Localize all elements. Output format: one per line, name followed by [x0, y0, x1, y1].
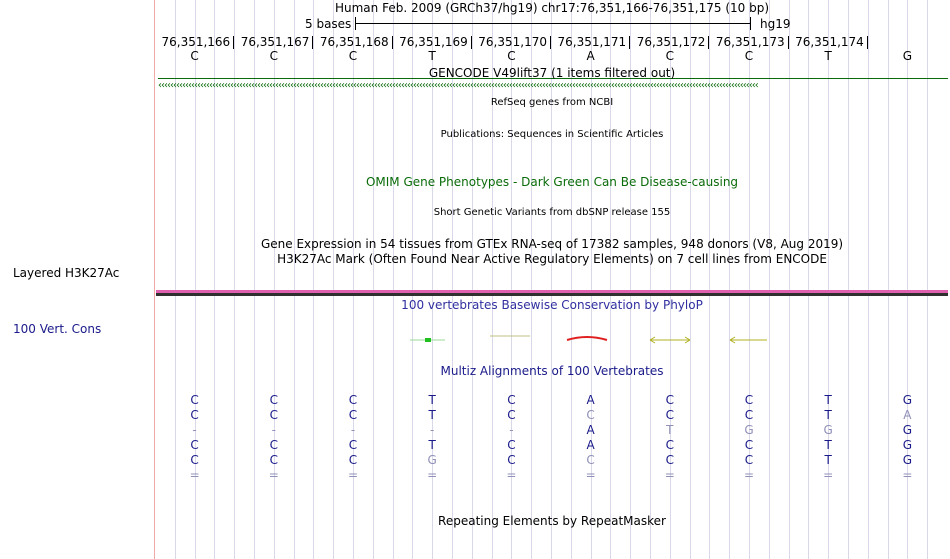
reference-base: C [507, 49, 516, 63]
alignment-base: C [665, 408, 674, 422]
alignment-base: A [903, 408, 912, 422]
alignment-base: C [269, 453, 278, 467]
alignment-base: C [507, 393, 516, 407]
alignment-base: A [586, 393, 595, 407]
coordinate-tick [550, 36, 551, 49]
omim-track-title: OMIM Gene Phenotypes - Dark Green Can Be Disease-causing [365, 175, 739, 189]
coordinate-tick [233, 36, 234, 49]
coordinate-label: 76,351,170 [478, 35, 547, 49]
h3k27ac-signal-dark[interactable] [156, 293, 948, 296]
alignment-base: T [824, 438, 832, 452]
coordinate-label: 76,351,174 [795, 35, 864, 49]
coordinate-label: 76,351,173 [715, 35, 785, 49]
alignment-base: = [902, 468, 913, 482]
position-title: Human Feb. 2009 (GRCh37/hg19) chr17:76,351,166-76,351,175 (10 bp) [334, 1, 770, 15]
alignment-base: C [507, 453, 516, 467]
alignment-base: = [664, 468, 675, 482]
coordinate-tick [867, 36, 868, 49]
alignment-base: C [269, 393, 278, 407]
alignment-base: = [506, 468, 517, 482]
gene-strand-chevrons[interactable]: ‹‹‹‹‹‹‹‹‹‹‹‹‹‹‹‹‹‹‹‹‹‹‹‹‹‹‹‹‹‹‹‹‹‹‹‹‹‹‹‹‹‹‹‹‹‹‹‹‹‹‹‹‹‹‹‹‹‹‹‹‹‹‹‹‹‹‹‹‹‹‹‹‹‹‹‹‹‹‹‹‹‹‹‹‹‹‹‹‹‹‹‹‹‹‹‹‹‹‹‹‹‹‹‹‹‹‹‹‹‹‹‹‹‹‹‹‹‹‹‹‹‹‹‹‹‹‹‹‹‹‹‹‹‹‹‹‹‹‹‹‹‹‹‹‹‹‹‹‹‹‹‹‹‹‹‹‹‹‹‹‹‹‹‹‹‹‹‹‹‹‹‹‹‹‹‹‹‹‹‹‹‹‹‹‹‹‹‹‹‹‹‹‹‹‹‹‹‹‹‹ [158, 81, 758, 91]
alignment-base: T [824, 408, 832, 422]
alignment-base: - [192, 423, 197, 437]
reference-base: A [586, 49, 595, 63]
coordinate-tick [471, 36, 472, 49]
h3k27ac-track-title: H3K27Ac Mark (Often Found Near Active Regulatory Elements) on 7 cell lines from ENCODE [277, 252, 827, 266]
reference-base: C [744, 49, 754, 63]
reference-base: G [902, 49, 913, 63]
alignment-base: C [744, 438, 754, 452]
alignment-base: = [823, 468, 834, 482]
alignment-base: G [902, 393, 913, 407]
alignment-base: - [350, 423, 356, 437]
alignment-base: C [348, 453, 358, 467]
coordinate-label: 76,351,172 [636, 35, 706, 49]
phylop-track-title: 100 vertebrates Basewise Conservation by PhyloP [401, 298, 703, 312]
alignment-base: C [190, 408, 199, 422]
alignment-base: C [190, 438, 199, 452]
alignment-base: C [507, 408, 516, 422]
alignment-base: C [586, 408, 595, 422]
alignment-base: C [190, 393, 199, 407]
alignment-base: C [507, 438, 516, 452]
alignment-base: = [585, 468, 596, 482]
reference-base: C [665, 49, 674, 63]
alignment-base: C [348, 393, 358, 407]
coordinate-tick [629, 36, 630, 49]
publications-track-title: Publications: Sequences in Scientific Articles [440, 129, 664, 140]
alignment-base: = [427, 468, 438, 482]
reference-base: T [428, 49, 436, 63]
coordinate-label: 76,351,169 [399, 35, 468, 49]
reference-base: T [824, 49, 832, 63]
alignment-base: G [902, 453, 913, 467]
alignment-base: A [586, 438, 595, 452]
layered-h3k27ac-label[interactable]: Layered H3K27Ac [13, 266, 120, 280]
alignment-base: T [824, 453, 832, 467]
scale-bar-line [355, 23, 750, 24]
alignment-base: G [823, 423, 833, 437]
alignment-base: T [428, 438, 436, 452]
dbsnp-track-title: Short Genetic Variants from dbSNP release 155 [433, 207, 671, 218]
alignment-base: A [586, 423, 595, 437]
alignment-base: C [190, 453, 199, 467]
alignment-base: G [744, 423, 754, 437]
refseq-track-title: RefSeq genes from NCBI [490, 97, 614, 108]
gencode-track-title: GENCODE V49lift37 (1 items filtered out) [428, 66, 676, 80]
coordinate-label: 76,351,168 [319, 35, 389, 49]
alignment-base: C [348, 438, 358, 452]
assembly-label: hg19 [760, 17, 791, 31]
scale-bar-right-tick [750, 17, 751, 30]
alignment-base: - [430, 423, 435, 437]
alignment-base: = [743, 468, 755, 482]
alignment-base: G [427, 453, 437, 467]
alignment-base: = [347, 468, 359, 482]
coordinate-tick [312, 36, 313, 49]
alignment-base: T [666, 423, 674, 437]
coordinate-label: 76,351,166 [161, 35, 231, 49]
vert-cons-label[interactable]: 100 Vert. Cons [13, 322, 102, 336]
phylop-signal[interactable] [155, 330, 950, 350]
alignment-base: C [586, 453, 595, 467]
reference-base: C [269, 49, 278, 63]
coordinate-label: 76,351,171 [557, 35, 627, 49]
alignment-base: G [902, 423, 913, 437]
scale-bar-text: 5 bases [305, 17, 352, 31]
coordinate-tick [788, 36, 789, 49]
repeatmasker-track-title: Repeating Elements by RepeatMasker [438, 514, 666, 528]
alignment-base: C [269, 438, 278, 452]
alignment-base: T [428, 393, 436, 407]
gtex-track-title: Gene Expression in 54 tissues from GTEx RNA-seq of 17382 samples, 948 donors (V8, Aug 2019) [260, 237, 844, 251]
alignment-base: C [744, 408, 754, 422]
multiz-track-title: Multiz Alignments of 100 Vertebrates [440, 364, 664, 378]
alignment-base: C [348, 408, 358, 422]
reference-base: C [348, 49, 358, 63]
alignment-base: T [428, 408, 436, 422]
alignment-base: = [268, 468, 279, 482]
alignment-base: - [509, 423, 514, 437]
reference-base: C [190, 49, 199, 63]
alignment-base: C [665, 438, 674, 452]
alignment-base: T [824, 393, 832, 407]
coordinate-tick [392, 36, 393, 49]
alignment-base: G [902, 438, 913, 452]
alignment-base: C [744, 393, 754, 407]
alignment-base: C [744, 453, 754, 467]
alignment-base: C [665, 453, 674, 467]
alignment-base: C [665, 393, 674, 407]
alignment-base: = [189, 468, 200, 482]
coordinate-label: 76,351,167 [240, 35, 310, 49]
alignment-base: C [269, 408, 278, 422]
coordinate-tick [708, 36, 709, 49]
alignment-base: - [271, 423, 276, 437]
